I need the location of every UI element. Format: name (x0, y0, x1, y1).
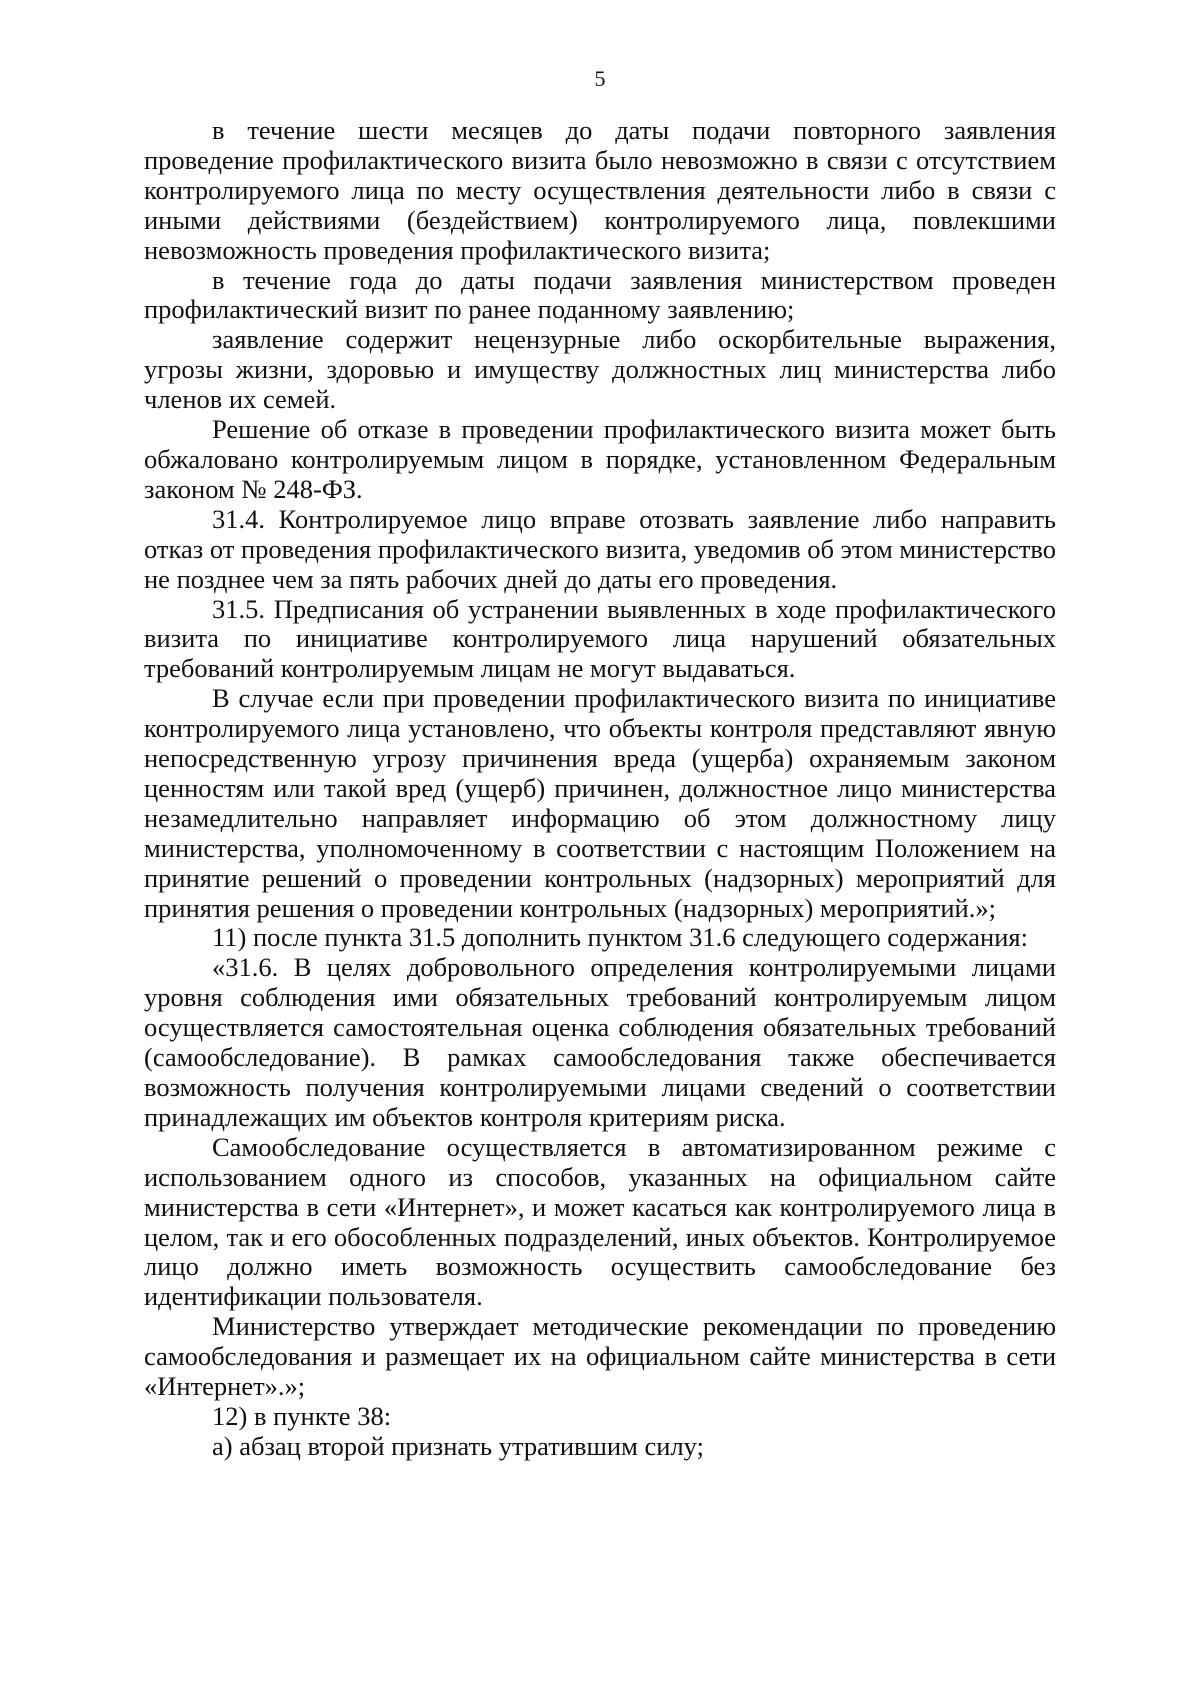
paragraph-12: 12) в пункте 38: (212, 1400, 392, 1431)
paragraph-5: 31.4. Контролируемое лицо вправе отозвать заявление либо направить отказ от проведения профилактического визита, уведомив об этом министерство не позднее чем за пять рабочих дней до даты его проведения. (144, 503, 1056, 594)
paragraph-9: «31.6. В целях добровольного определения контролируемыми лицами уровня соблюдения ими обязательных требований контролируемым лицом осуществляется самостоятельная оценка соблюдения обязательных требований (самообследование). В рамках самообследования также обеспечивается возможность получения контролируемыми лицами сведений о соответствии принадлежащих им объектов контроля критериям риска. (144, 952, 1056, 1132)
document-body (144, 116, 1056, 1462)
paragraph-11: Министерство утверждает методические рекомендации по проведению самообследования и размещает их на официальном сайте министерства в сети «Интернет».»; (144, 1311, 1056, 1402)
page-number: 5 (594, 66, 606, 91)
paragraph-4: Решение об отказе в проведении профилактического визита может быть обжаловано контролируемым лицом в порядке, установленном Федеральным законом № 248-ФЗ. (144, 414, 1056, 504)
paragraph-8: 11) после пункта 31.5 дополнить пунктом 31.6 следующего содержания: (212, 922, 1028, 953)
paragraph-2: в течение года до даты подачи заявления министерством проведен профилактический визит по ранее поданному заявлению; (144, 264, 1056, 325)
paragraph-10: Самообследование осуществляется в автоматизированном режиме с использованием одного из способов, указанных на официальном сайте министерства в сети «Интернет», и может касаться как контролируемого лица в целом, так и его обособленных подразделений, иных объектов. Контролируемое лицо должно иметь возможность осуществить самообследование без идентификации пользователя. (144, 1131, 1056, 1312)
paragraph-1: в течение шести месяцев до даты подачи повторного заявления проведение профилактического визита было невозможно в связи с отсутствием контролируемого лица по месту осуществления деятельности либо в связи с иными действиями (бездействием) контролируемого лица, повлекшими невозможность проведения профилактического визита; (144, 115, 1056, 265)
paragraph-3: заявление содержит нецензурные либо оскорбительные выражения, угрозы жизни, здоровью и имуществу должностных лиц министерства либо членов их семей. (144, 324, 1056, 415)
paragraph-6: 31.5. Предписания об устранении выявленных в ходе профилактического визита по инициативе контролируемого лица нарушений обязательных требований контролируемым лицам не могут выдаваться. (144, 593, 1056, 684)
paragraph-13: а) абзац второй признать утратившим силу; (212, 1430, 704, 1461)
paragraph-7: В случае если при проведении профилактического визита по инициативе контролируемого лица установлено, что объекты контроля представляют явную непосредственную угрозу причинения вреда (ущерба) охраняемым законом ценностям или такой вред (ущерб) причинен, должностное лицо министерства незамедлительно направляет информацию об этом должностному лицу министерства, уполномоченному в соответствии с настоящим Положением на принятие решений о проведении контрольных (надзорных) мероприятий для принятия решения о проведении контрольных (надзорных) мероприятий.»; (144, 683, 1056, 923)
